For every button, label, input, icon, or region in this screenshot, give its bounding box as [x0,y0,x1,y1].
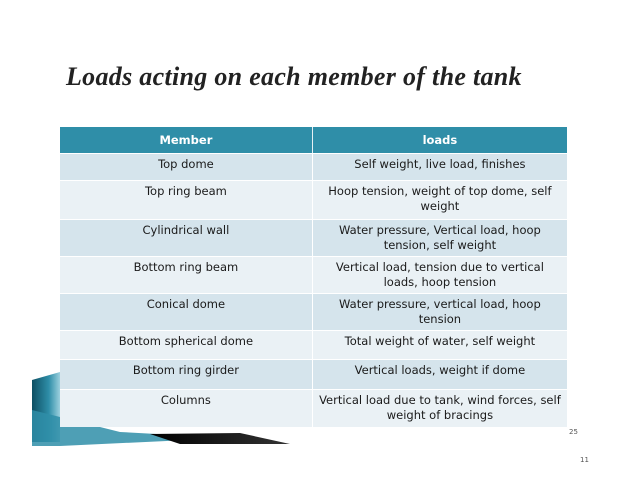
slide-number: 25 [569,428,578,436]
table-row [60,180,567,219]
slide-title: Loads acting on each member of the tank [66,62,522,91]
table-row [60,256,567,293]
table-row [60,153,567,180]
header-loads: loads [313,127,567,153]
cell-member: Top dome [60,153,313,180]
cell-loads: Vertical loads, weight if dome [313,359,567,389]
cell-member: Bottom ring girder [60,359,313,389]
cell-loads: Water pressure, Vertical load, hoop tension, self weight [313,219,567,256]
table-row [60,219,567,256]
table-header-row [60,127,567,153]
header-member: Member [60,127,313,153]
decor-wedge-teal [32,372,60,442]
cell-member: Top ring beam [60,180,313,219]
cell-loads: Hoop tension, weight of top dome, self weight [313,180,567,219]
table-row [60,293,567,330]
cell-member: Conical dome [60,293,313,330]
table-row [60,330,567,359]
cell-loads: Self weight, live load, finishes [313,153,567,180]
cell-member: Columns [60,389,313,427]
table-row [60,359,567,389]
cell-loads: Water pressure, vertical load, hoop tension [313,293,567,330]
decor-swoosh-dark [150,433,290,444]
loads-table [60,127,567,427]
cell-loads: Total weight of water, self weight [313,330,567,359]
cell-loads: Vertical load due to tank, wind forces, self weight of bracings [313,389,567,427]
cell-member: Bottom ring beam [60,256,313,293]
cell-member: Cylindrical wall [60,219,313,256]
cell-member: Bottom spherical dome [60,330,313,359]
page-number: 11 [580,456,589,464]
table-row [60,389,567,427]
cell-loads: Vertical load, tension due to vertical loads, hoop tension [313,256,567,293]
